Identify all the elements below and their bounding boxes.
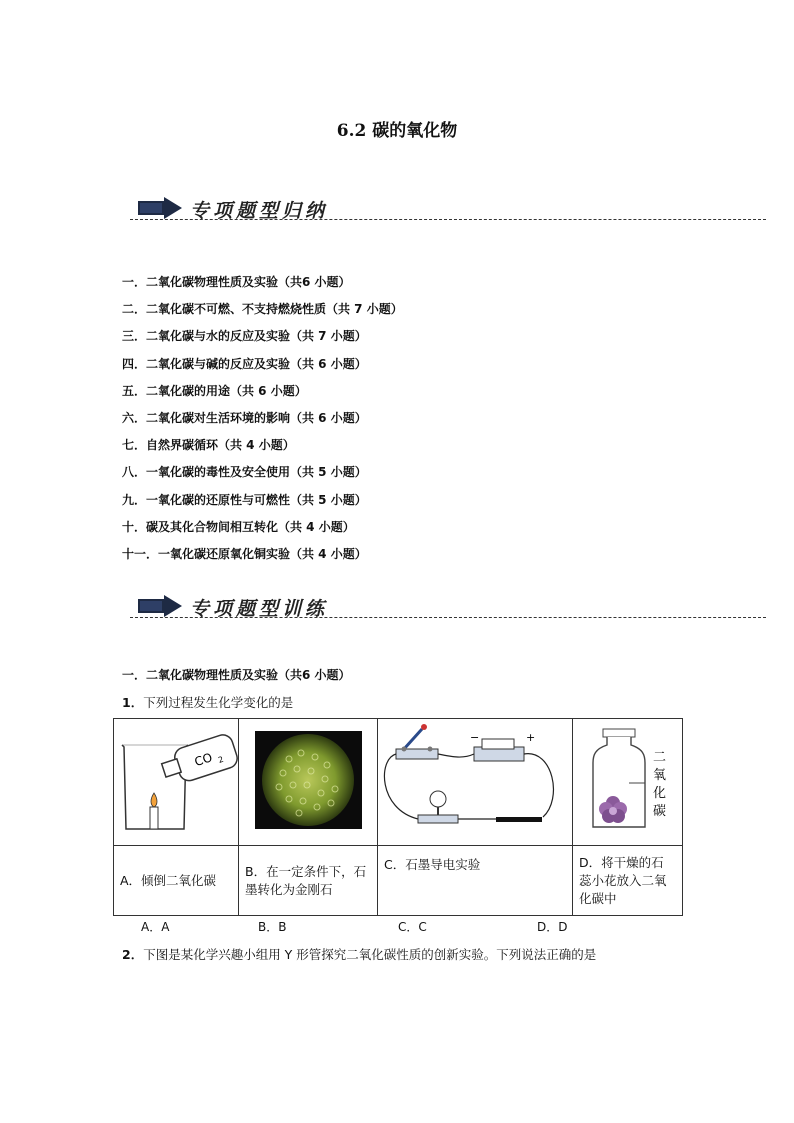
dashed-divider	[130, 219, 766, 220]
topic-item: 七．自然界碳循环（共 4 小题）	[122, 438, 295, 453]
svg-text:−: −	[470, 731, 480, 744]
figure-graphite-diamond	[239, 719, 378, 846]
topic-item: 十一．一氧化碳还原氧化铜实验（共 4 小题）	[122, 546, 367, 561]
jar-label-char: 化	[653, 786, 667, 801]
question-number: 1．	[122, 695, 144, 710]
topic-item: 二．二氧化碳不可燃、不支持燃烧性质（共 7 小题）	[122, 302, 403, 317]
co2-label: CO	[192, 750, 214, 770]
microscope-image	[239, 719, 378, 841]
figure-pour-co2	[114, 719, 239, 846]
option-c-caption: C．石墨导电实验	[378, 846, 573, 916]
section-heading: 专项题型归纳	[190, 200, 329, 222]
co2-subscript: 2	[217, 754, 225, 765]
question-stem: 下图是某化学兴趣小组用 Y 形管探究二氧化碳性质的创新实验。下列说法正确的是	[143, 947, 597, 962]
answer-choice-a[interactable]: A．A	[141, 920, 170, 934]
option-table	[113, 718, 683, 916]
topic-item: 八．一氧化碳的毒性及安全使用（共 5 小题）	[122, 465, 367, 480]
question-1	[122, 693, 293, 711]
question-2	[122, 945, 596, 963]
sub-heading: 一．二氧化碳物理性质及实验（共6 小题）	[122, 668, 351, 682]
arrow-icon	[138, 595, 182, 617]
option-d-caption: D．将干燥的石蕊小花放入二氧化碳中	[573, 846, 683, 916]
circuit-image	[378, 719, 573, 841]
option-b-caption: B．在一定条件下，石墨转化为金刚石	[239, 846, 378, 916]
topic-item: 四．二氧化碳与碱的反应及实验（共 6 小题）	[122, 356, 367, 371]
jar-label-char: 碳	[653, 804, 667, 819]
gas-jar-image	[573, 719, 683, 841]
svg-text:+: +	[526, 731, 536, 744]
topic-item: 五．二氧化碳的用途（共 6 小题）	[122, 383, 307, 398]
jar-label-char: 氧	[653, 768, 667, 783]
question-stem: 下列过程发生化学变化的是	[143, 695, 294, 710]
question-number: 2．	[122, 947, 144, 962]
beaker-candle-image	[114, 719, 239, 841]
topic-item: 六．二氧化碳对生活环境的影响（共 6 小题）	[122, 410, 367, 425]
section-header-summary	[130, 193, 766, 227]
arrow-icon	[138, 197, 182, 219]
topic-item: 一．二氧化碳物理性质及实验（共6 小题）	[122, 275, 351, 289]
answer-choice-d[interactable]: D．D	[537, 920, 568, 934]
section-heading: 专项题型训练	[190, 598, 329, 620]
jar-label-char: 二	[653, 750, 667, 765]
topic-item: 九．一氧化碳的还原性与可燃性（共 5 小题）	[122, 492, 367, 507]
answer-choice-b[interactable]: B．B	[258, 920, 287, 934]
option-a-caption: A．倾倒二氧化碳	[114, 846, 239, 916]
topic-item: 三．二氧化碳与水的反应及实验（共 7 小题）	[122, 329, 367, 344]
dashed-divider	[130, 617, 766, 618]
figure-litmus-flower	[573, 719, 683, 846]
answer-choice-c[interactable]: C．C	[398, 920, 427, 934]
section-header-training	[130, 591, 766, 625]
page-title: 6.2 碳的氧化物	[336, 121, 458, 141]
topic-item: 十．碳及其化合物间相互转化（共 4 小题）	[122, 519, 355, 534]
topic-list	[122, 274, 403, 573]
figure-graphite-conductivity	[378, 719, 573, 846]
